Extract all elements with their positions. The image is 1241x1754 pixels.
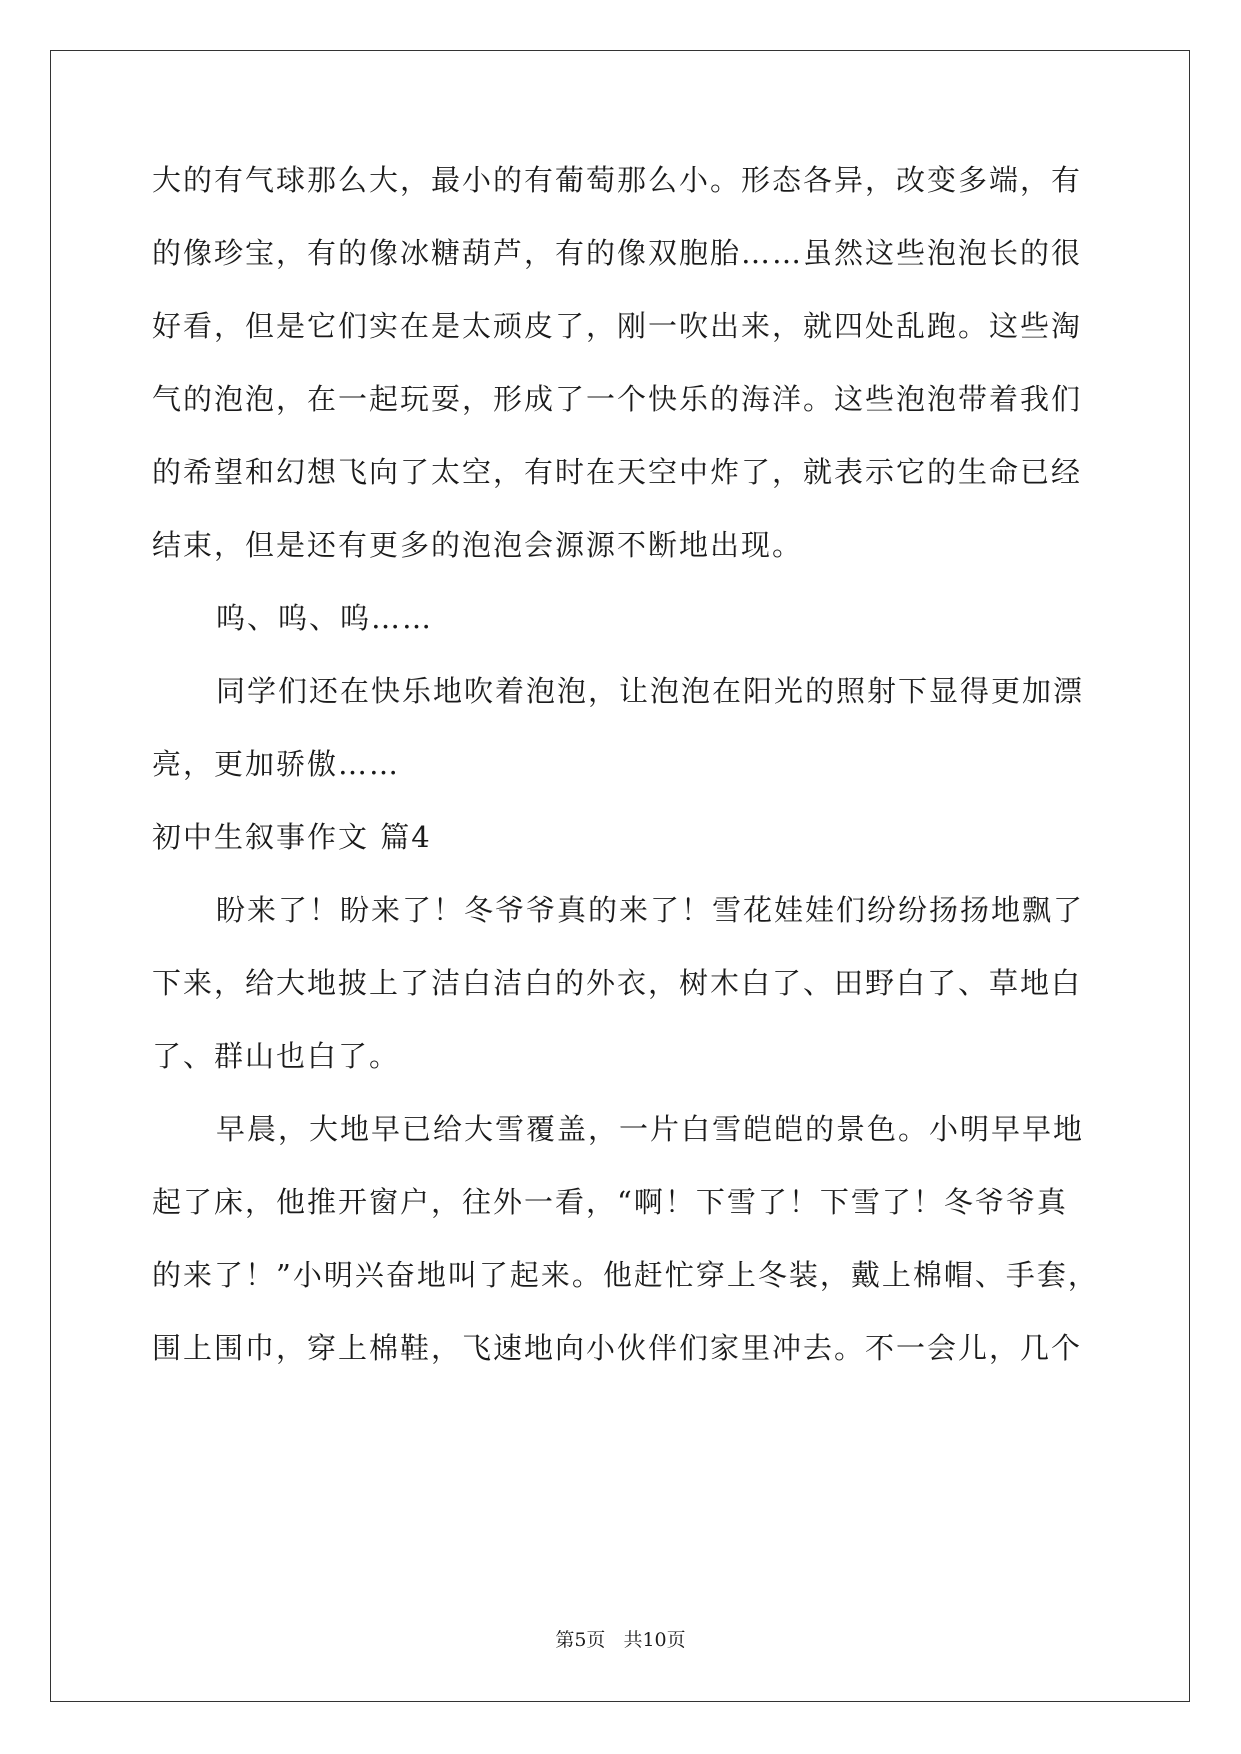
text-line: 结束，但是还有更多的泡泡会源源不断地出现。: [152, 528, 804, 562]
page-total: 共10页: [623, 1629, 686, 1651]
text-line: 的像珍宝，有的像冰糖葫芦，有的像双胞胎……虽然这些泡泡长的很: [152, 236, 1083, 270]
text-line: 的希望和幻想飞向了太空，有时在天空中炸了，就表示它的生命已经: [152, 455, 1083, 489]
text-line: 下来，给大地披上了洁白洁白的外衣，树木白了、田野白了、草地白: [152, 966, 1083, 1000]
section-heading: 初中生叙事作文 篇4: [152, 820, 432, 854]
text-line: 好看，但是它们实在是太顽皮了，刚一吹出来，就四处乱跑。这些淘: [152, 309, 1083, 343]
text-line: 盼来了！盼来了！冬爷爷真的来了！雪花娃娃们纷纷扬扬地飘了: [216, 893, 1085, 927]
text-line: 起了床，他推开窗户，往外一看，“啊！下雪了！下雪了！冬爷爷真: [152, 1185, 1068, 1219]
text-line: 围上围巾，穿上棉鞋，飞速地向小伙伴们家里冲去。不一会儿，几个: [152, 1331, 1083, 1365]
text-line: 气的泡泡，在一起玩耍，形成了一个快乐的海洋。这些泡泡带着我们: [152, 382, 1083, 416]
page-footer: [0, 1627, 1241, 1653]
text-line: 的来了！”小明兴奋地叫了起来。他赶忙穿上冬装，戴上棉帽、手套，: [152, 1258, 1099, 1292]
text-line: 亮，更加骄傲……: [152, 747, 401, 781]
page-border: [50, 50, 1190, 1702]
page-number: 第5页: [555, 1629, 606, 1651]
text-line: 早晨，大地早已给大雪覆盖，一片白雪皑皑的景色。小明早早地: [216, 1112, 1085, 1146]
text-line: 大的有气球那么大，最小的有葡萄那么小。形态各异，改变多端，有: [152, 163, 1083, 197]
text-line: 呜、呜、呜……: [216, 601, 434, 635]
text-line: 同学们还在快乐地吹着泡泡，让泡泡在阳光的照射下显得更加漂: [216, 674, 1085, 708]
text-line: 了、群山也白了。: [152, 1039, 401, 1073]
